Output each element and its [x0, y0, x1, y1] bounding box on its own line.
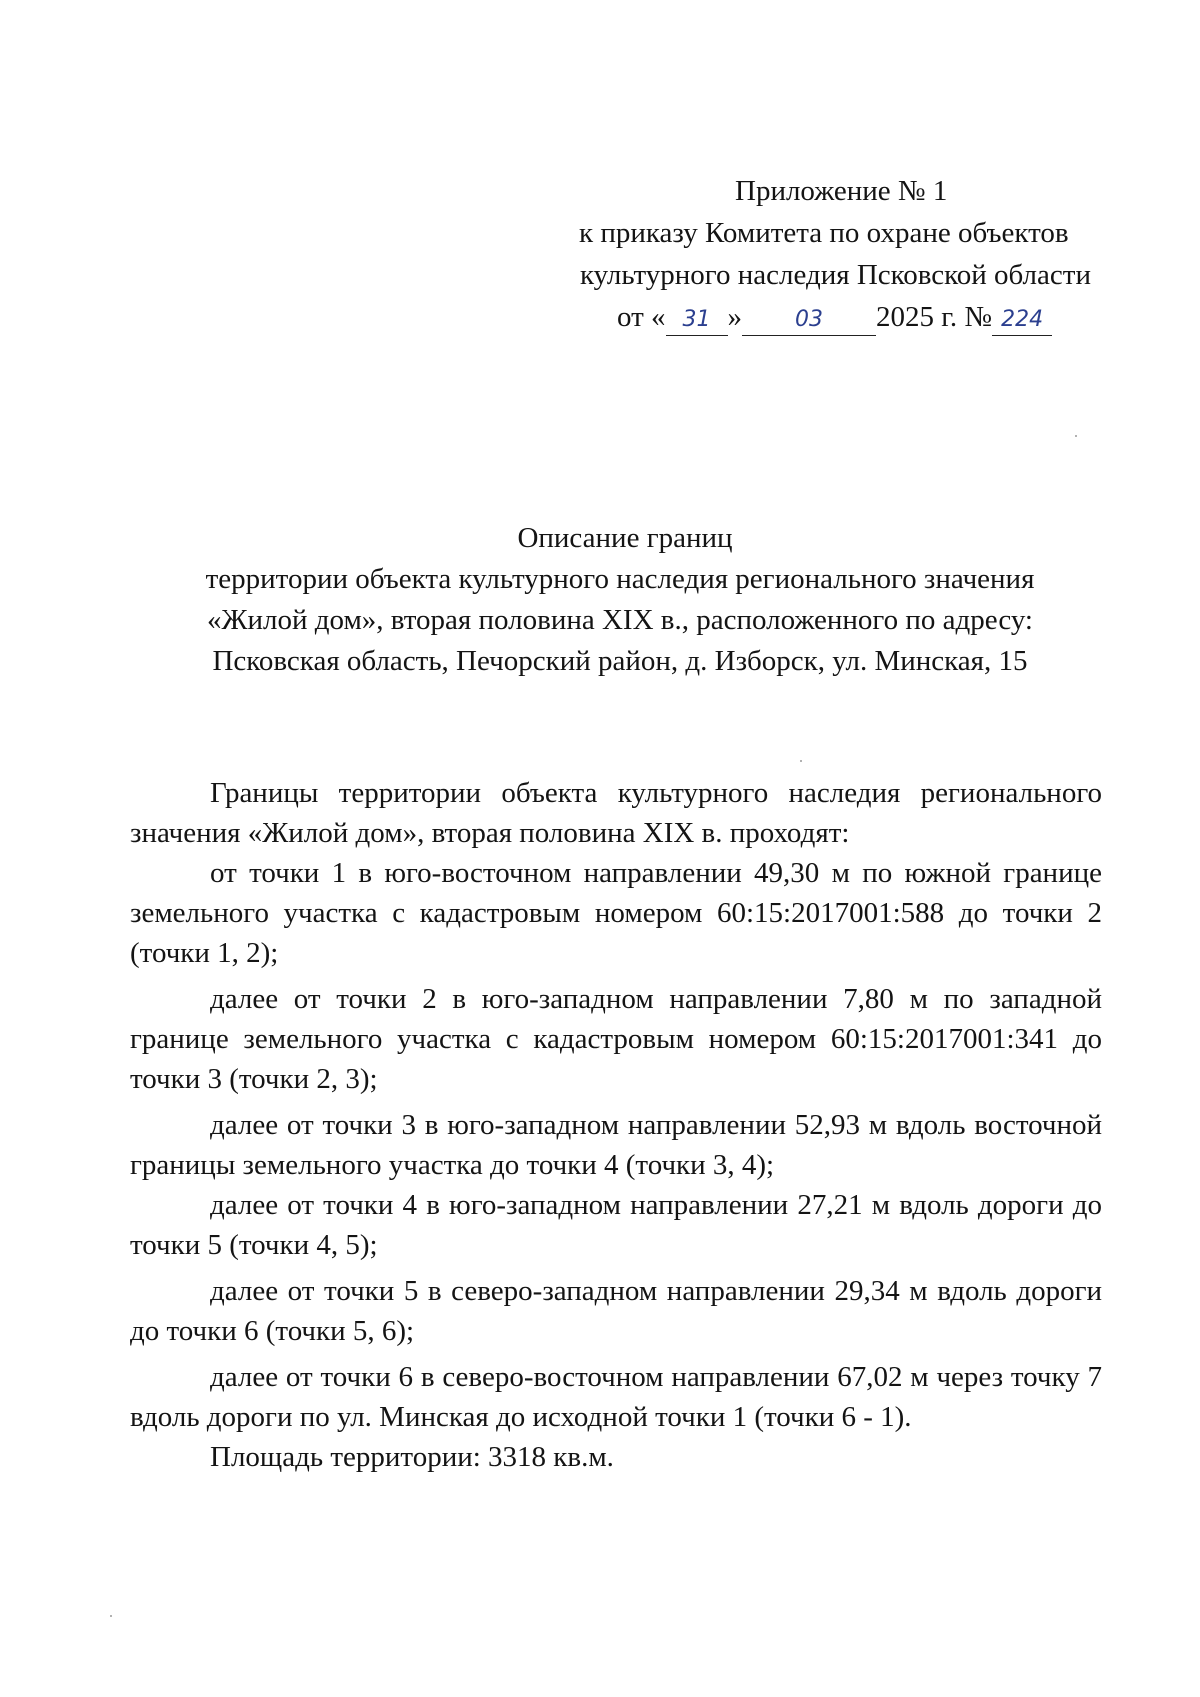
body-paragraph-segment-1-2: от точки 1 в юго-восточном направлении 49,30 м по южной границе земельного участка с кадастровым номером 60:15:2017001:588 до точки 2 (точки 1, 2);: [130, 857, 1102, 969]
body-paragraph-intro: Границы территории объекта культурного наследия регионального значения «Жилой дом», вторая половина XIX в. проходят:: [130, 777, 1102, 849]
appendix-title: Приложение № 1: [735, 175, 948, 207]
body-paragraph-segment-6-1: далее от точки 6 в северо-восточном направлении 67,02 м через точку 7 вдоль дороги по ул. Минская до исходной точки 1 (точки 6 - 1).: [130, 1361, 1102, 1433]
scan-speck: [1075, 435, 1077, 437]
handwritten-month: 03: [742, 305, 876, 336]
scan-speck: [800, 760, 802, 762]
document-body: [130, 773, 1102, 1477]
title-line-4: Псковская область, Печорский район, д. Изборск, ул. Минская, 15: [212, 645, 1028, 677]
title-line-3: «Жилой дом», вторая половина XIX в., расположенного по адресу:: [207, 604, 1033, 636]
handwritten-order-number: 224: [992, 305, 1052, 336]
body-paragraph-segment-2-3: далее от точки 2 в юго-западном направлении 7,80 м по западной границе земельного участка с кадастровым номером 60:15:2017001:341 до точки 3 (точки 2, 3);: [130, 983, 1102, 1095]
body-paragraph-segment-3-4: далее от точки 3 в юго-западном направлении 52,93 м вдоль восточной границы земельного участка до точки 4 (точки 3, 4);: [130, 1109, 1102, 1181]
year-text: 2025 г. №: [876, 301, 993, 333]
body-paragraph-segment-4-5: далее от точки 4 в юго-западном направлении 27,21 м вдоль дороги до точки 5 (точки 4, 5);: [130, 1189, 1102, 1261]
body-paragraph-area: Площадь территории: 3318 кв.м.: [210, 1441, 614, 1473]
appendix-header: [560, 170, 1100, 338]
body-paragraph-segment-5-6: далее от точки 5 в северо-западном направлении 29,34 м вдоль дороги до точки 6 (точки 5, 6);: [130, 1275, 1102, 1347]
date-mid: »: [727, 301, 743, 333]
appendix-committee: культурного наследия Псковской области: [580, 259, 1091, 291]
handwritten-day: 31: [666, 305, 728, 336]
document-title: [130, 518, 1110, 682]
appendix-order-ref: к приказу Комитета по охране объектов: [579, 217, 1069, 249]
title-line-2: территории объекта культурного наследия регионального значения: [205, 563, 1035, 595]
scan-speck: [110, 1615, 112, 1617]
date-prefix: от «: [617, 301, 666, 333]
appendix-date-line: [560, 296, 1100, 338]
title-line-1: Описание границ: [517, 522, 733, 554]
